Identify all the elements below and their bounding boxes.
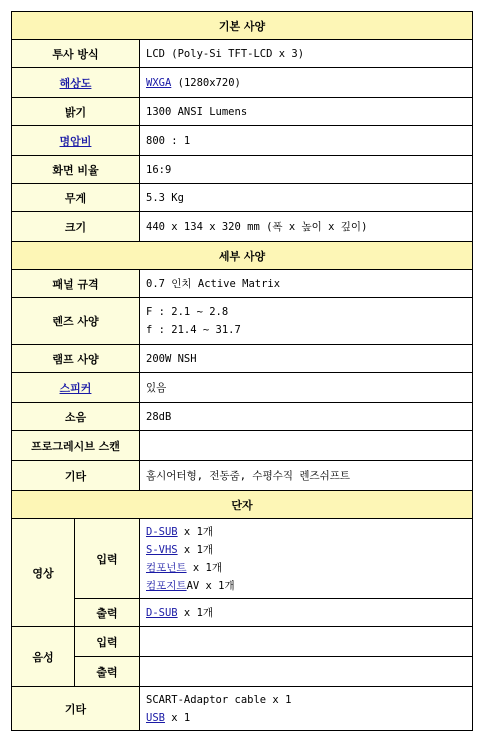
label-panel: 패널 규격: [12, 270, 140, 298]
usb-line: [146, 709, 472, 727]
label-etc-terminal: 기타: [12, 687, 140, 731]
label-contrast-cell: [12, 126, 140, 156]
label-progressive-scan: 프로그레시브 스캔: [12, 431, 140, 461]
label-video-input: 입력: [75, 519, 140, 599]
value-size: 440 x 134 x 320 mm (폭 x 높이 x 깊이): [140, 212, 473, 242]
label-audio-input: 입력: [75, 627, 140, 657]
value-video-inputs: [140, 519, 473, 599]
label-aspect-ratio: 화면 비율: [12, 156, 140, 184]
label-size: 크기: [12, 212, 140, 242]
resolution-link[interactable]: 해상도: [59, 76, 92, 90]
svhs-link[interactable]: S-VHS: [146, 543, 178, 556]
value-lamp: 200W NSH: [140, 345, 473, 373]
output-dsub-count: x 1개: [177, 607, 214, 619]
value-noise: 28dB: [140, 403, 473, 431]
value-audio-output: [140, 657, 473, 687]
output-dsub-link[interactable]: D-SUB: [146, 607, 178, 619]
value-panel: 0.7 인치 Active Matrix: [140, 270, 473, 298]
label-video-output: 출력: [75, 599, 140, 627]
label-lens: 렌즈 사양: [12, 298, 140, 345]
value-aspect-ratio: 16:9: [140, 156, 473, 184]
lens-fnumber: F : 2.1 ~ 2.8: [146, 306, 229, 318]
video-input-composite: [146, 577, 472, 595]
dsub-count: x 1개: [177, 525, 214, 538]
lens-focal: f : 21.4 ~ 31.7: [146, 324, 241, 336]
spec-table: [11, 11, 473, 731]
value-contrast: 800 : 1: [140, 126, 473, 156]
section-detail-title: 세부 사양: [12, 242, 473, 270]
label-video: 영상: [12, 519, 75, 627]
scart-line: SCART-Adaptor cable x 1: [146, 693, 292, 706]
label-audio: 음성: [12, 627, 75, 687]
composite-count: AV x 1개: [186, 579, 235, 592]
value-video-output: [140, 599, 473, 627]
contrast-link[interactable]: 명암비: [59, 134, 92, 148]
wxga-link[interactable]: WXGA: [146, 76, 172, 89]
label-resolution-cell: [12, 68, 140, 98]
value-audio-input: [140, 627, 473, 657]
label-weight: 무게: [12, 184, 140, 212]
value-resolution: [140, 68, 473, 98]
usb-count: x 1: [164, 711, 191, 724]
dsub-link[interactable]: D-SUB: [146, 525, 178, 538]
video-input-svhs: [146, 541, 472, 559]
svhs-count: x 1개: [177, 543, 214, 556]
label-lamp: 램프 사양: [12, 345, 140, 373]
component-count: x 1개: [186, 561, 223, 574]
video-input-component: [146, 559, 472, 577]
label-etc-detail: 기타: [12, 461, 140, 491]
video-input-dsub: [146, 523, 472, 541]
value-brightness: 1300 ANSI Lumens: [140, 98, 473, 126]
value-progressive-scan: [140, 431, 473, 461]
value-projection: LCD (Poly-Si TFT-LCD x 3): [140, 40, 473, 68]
composite-link[interactable]: 컴포지트: [146, 579, 187, 592]
usb-link[interactable]: USB: [146, 711, 165, 724]
value-speaker: 있음: [140, 373, 473, 403]
label-projection: 투사 방식: [12, 40, 140, 68]
value-etc-terminal: [140, 687, 473, 731]
section-terminal-title: 단자: [12, 491, 473, 519]
label-brightness: 밝기: [12, 98, 140, 126]
label-noise: 소음: [12, 403, 140, 431]
value-etc-detail: 홈시어터형, 전동줌, 수평수직 렌즈쉬프트: [140, 461, 473, 491]
component-link[interactable]: 컴포넌트: [146, 561, 187, 574]
section-basic-title: 기본 사양: [12, 12, 473, 40]
value-weight: 5.3 Kg: [140, 184, 473, 212]
speaker-link[interactable]: 스피커: [59, 381, 92, 395]
resolution-text: (1280x720): [171, 76, 241, 89]
label-audio-output: 출력: [75, 657, 140, 687]
label-speaker-cell: [12, 373, 140, 403]
value-lens: [140, 298, 473, 345]
